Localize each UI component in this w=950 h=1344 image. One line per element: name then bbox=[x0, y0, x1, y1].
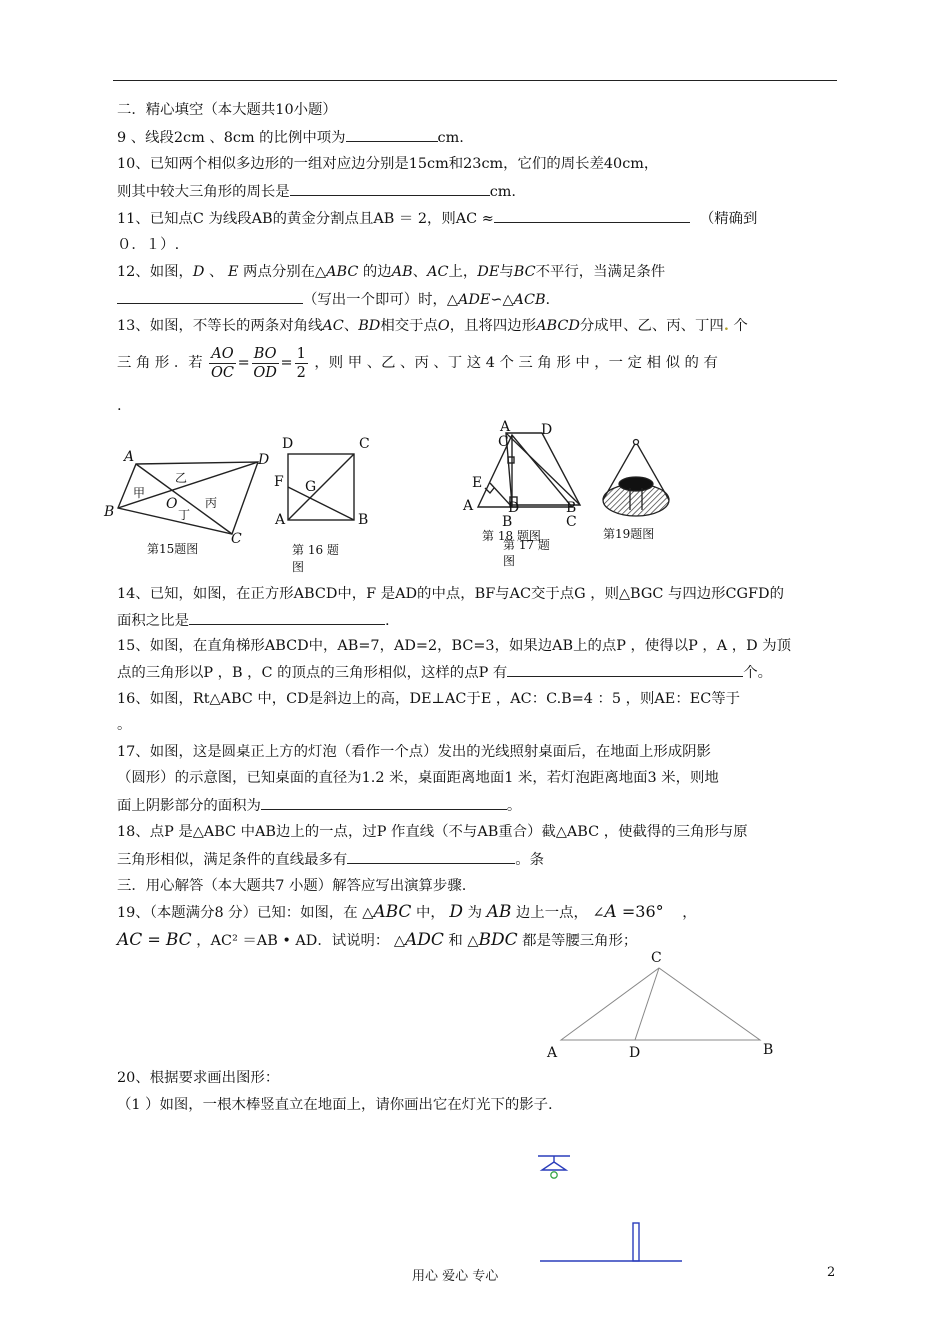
fig15-label-d: D bbox=[258, 452, 270, 468]
q19-label-a: A bbox=[547, 1045, 558, 1061]
fig15-label-yi: 乙 bbox=[175, 471, 188, 485]
fig15-label-o: O bbox=[166, 496, 178, 512]
question-13-line2: 三 角 形 ．若 $\frac{AO}{OC}$ = $\frac{BO}{OD}$ = $\frac{1}{2}$ ，则 甲 、乙 、丙 、丁 这 4 个 三 角 形 中 ，一 定 相 似 的 有 bbox=[117, 345, 718, 381]
fig19-caption: 第19题图 bbox=[603, 527, 655, 541]
q11-text: 11、已知点C 为线段AB的黄金分割点且AB ＝ 2，则AC ≈ bbox=[117, 211, 494, 227]
lamp-shade bbox=[542, 1162, 566, 1170]
fig16-label-g: G bbox=[305, 479, 317, 495]
question-19-line2: AC = BC ，AC² ＝AB • AD．试说明： △ADC 和 △BDC 都是等腰三角形； bbox=[117, 930, 638, 950]
q19-segment-cd bbox=[635, 968, 659, 1040]
question-14-line2: 面积之比是 . bbox=[117, 610, 390, 631]
question-15-line1: 15、如图，在直角梯形ABCD中，AB=7，AD=2，BC=3，如果边AB上的点P ，使得以P ，A ，D 为顶 bbox=[117, 638, 791, 654]
q11-precision: （精确到 bbox=[699, 211, 758, 227]
fig16-label-d: D bbox=[282, 436, 294, 452]
question-18-line2: 三角形相似，满足条件的直线最多有 。条 bbox=[117, 849, 544, 870]
fig16-caption-line2: 图 bbox=[292, 560, 305, 574]
q19-triangle-abc bbox=[561, 968, 760, 1040]
figure-19 bbox=[598, 436, 678, 526]
ratio-one-half: $\frac{1}{2}$ bbox=[296, 345, 306, 381]
figure-16 bbox=[282, 448, 362, 528]
q18-answer-blank[interactable] bbox=[347, 849, 515, 864]
question-19-line1: 19、（本题满分8 分）已知：如图，在 △ABC 中， D 为 AB 边上一点， ∠A =36° ， bbox=[117, 902, 697, 922]
question-16-line1: 16、如图，Rt△ABC 中，CD是斜边上的高，DE⊥AC于E ，AC：C.B=4 ：5 ，则AE：EC等于 bbox=[117, 691, 741, 707]
fig15-caption: 第15题图 bbox=[147, 542, 199, 556]
fig16-label-b: B bbox=[358, 512, 369, 528]
q19-label-c: C bbox=[651, 950, 662, 966]
q10-unit: cm. bbox=[489, 184, 516, 200]
figure-q19-triangle bbox=[555, 960, 775, 1050]
question-15-line2: 点的三角形以P ，B ，C 的顶点的三角形相似，这样的点P 有 个。 bbox=[117, 662, 772, 683]
q12-answer-blank[interactable] bbox=[117, 289, 303, 304]
fig15-label-a: A bbox=[124, 449, 135, 465]
question-16-line2: 。 bbox=[117, 717, 132, 733]
question-9 bbox=[117, 127, 464, 148]
question-12-line1: 12、如图，D 、 E 两点分别在△ABC 的边AB、AC上，DE与BC不平行，当满足条件 bbox=[117, 264, 666, 280]
q10-text: 则其中较大三角形的周长是 bbox=[117, 184, 290, 200]
figure-lamp-stick bbox=[530, 1150, 690, 1265]
question-12-line2: （写出一个即可）时，△ADE∽△ACB. bbox=[117, 289, 550, 310]
footer-motto: 用心 爱心 专心 bbox=[412, 1269, 499, 1284]
question-10-line1: 10、已知两个相似多边形的一组对应边分别是15cm和23cm，它们的周长差40cm， bbox=[117, 156, 659, 172]
fig17-label-c: C bbox=[498, 434, 509, 450]
question-17-line2: （圆形）的示意图，已知桌面的直径为1.2 米，桌面距离地面1 米，若灯泡距离地面3 米，则地 bbox=[117, 770, 719, 786]
fig17-triangle bbox=[478, 435, 572, 507]
q10-answer-blank[interactable] bbox=[290, 181, 490, 196]
q19-label-b: B bbox=[763, 1042, 774, 1058]
ratio-ao-oc: $\frac{AO}{OC}$ bbox=[210, 345, 234, 381]
section3-title: 三．用心解答（本大题共7 小题）解答应写出演算步骤. bbox=[117, 878, 467, 894]
q17-answer-blank[interactable] bbox=[261, 795, 507, 810]
fig15-label-jia: 甲 bbox=[133, 486, 146, 500]
ratio-bo-od: $\frac{BO}{OD}$ bbox=[253, 345, 277, 381]
q14-answer-blank[interactable] bbox=[189, 610, 385, 625]
wooden-stick bbox=[633, 1223, 639, 1261]
q11-answer-blank[interactable] bbox=[494, 208, 690, 223]
fig17-label-d: D bbox=[508, 500, 520, 516]
fig18-label-b: B bbox=[502, 514, 513, 530]
fig16-diagonal-ac bbox=[288, 454, 354, 520]
fig15-label-ding: 丁 bbox=[178, 508, 191, 522]
fig16-caption-line1: 第 16 题 bbox=[292, 543, 339, 557]
fig16-segment-fb bbox=[288, 487, 354, 520]
question-11-line2: ０．１）. bbox=[117, 237, 180, 253]
q19-label-d: D bbox=[629, 1045, 641, 1061]
fig15-label-bing: 丙 bbox=[205, 496, 218, 510]
fig17-caption-line2: 图 bbox=[503, 554, 516, 568]
question-11-line1 bbox=[117, 208, 757, 229]
question-17-line1: 17、如图，这是圆桌正上方的灯泡（看作一个点）发出的光线照射桌面后，在地面上形成阴影 bbox=[117, 744, 711, 760]
fig18-label-a: A bbox=[463, 498, 474, 514]
fig17-label-a: A bbox=[500, 419, 511, 435]
question-20-title: 20、根据要求画出图形： bbox=[117, 1070, 280, 1086]
q9-answer-blank[interactable] bbox=[346, 127, 438, 142]
fig16-label-f: F bbox=[274, 474, 284, 490]
fig15-label-b: B bbox=[104, 504, 115, 520]
question-20-part1: （1 ）如图，一根木棒竖直立在地面上，请你画出它在灯光下的影子. bbox=[117, 1097, 553, 1113]
fig18-caption: 第 18 题图 bbox=[482, 529, 541, 543]
header-rule bbox=[113, 80, 837, 81]
fig18-label-c: C bbox=[566, 514, 577, 530]
fig16-label-c: C bbox=[359, 436, 370, 452]
fig16-label-a: A bbox=[275, 512, 286, 528]
fig19-bulb bbox=[634, 440, 639, 445]
q9-unit: cm. bbox=[437, 130, 464, 146]
lamp-bulb-icon bbox=[551, 1172, 557, 1178]
question-17-line3: 面上阴影部分的面积为 。 bbox=[117, 795, 521, 816]
fig17-label-b: B bbox=[566, 500, 577, 516]
section2-title: 二．精心填空（本大题共10小题） bbox=[117, 102, 337, 118]
fig15-label-c: C bbox=[231, 531, 242, 547]
question-13-line3: . bbox=[117, 398, 122, 414]
question-14-line1: 14、已知，如图，在正方形ABCD中，F 是AD的中点，BF与AC交于点G ，则△BGC 与四边形CGFD的 bbox=[117, 586, 784, 602]
page-number: 2 bbox=[827, 1265, 836, 1280]
fig19-tabletop bbox=[619, 477, 653, 491]
question-13-line1: 13、如图，不等长的两条对角线AC、BD相交于点O，且将四边形ABCD分成甲、乙、丙、丁四. 个 bbox=[117, 317, 748, 334]
fig18-diagonal bbox=[506, 433, 580, 505]
q9-text: 9 、线段2cm 、8cm 的比例中项为 bbox=[117, 130, 346, 146]
fig17-label-e: E bbox=[472, 475, 483, 491]
fig18-label-d: D bbox=[541, 422, 553, 438]
question-10-line2 bbox=[117, 181, 516, 202]
q15-answer-blank[interactable] bbox=[507, 662, 743, 677]
question-18-line1: 18、点P 是△ABC 中AB边上的一点，过P 作直线（不与AB重合）截△ABC ，使截得的三角形与原 bbox=[117, 824, 748, 840]
fig17-caption-line1: 第 17 题 bbox=[503, 538, 550, 552]
